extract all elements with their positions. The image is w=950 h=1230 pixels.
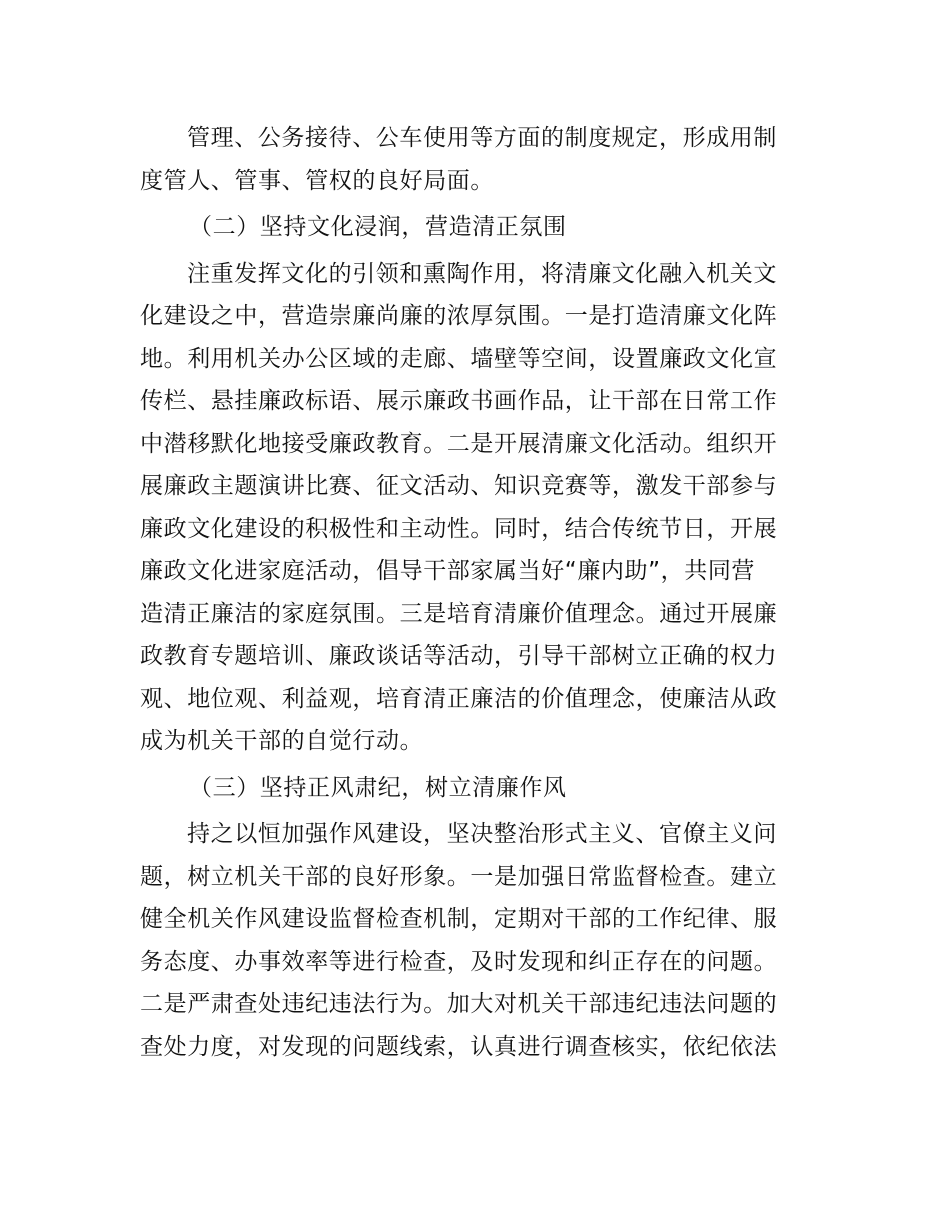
paragraph-line: 务态度、办事效率等进行检查，及时发现和纠正存在的问题。 <box>140 948 778 975</box>
paragraph-line: 廉政文化进家庭活动，倡导干部家属当好“廉内助”，共同营 <box>140 558 756 584</box>
paragraph-line: 造清正廉洁的家庭氛围。三是培育清廉价值理念。通过开展廉 <box>140 600 778 627</box>
paragraph-line: 化建设之中，营造崇廉尚廉的浓厚氛围。一是打造清廉文化阵 <box>140 303 778 329</box>
paragraph-line: 题，树立机关干部的良好形象。一是加强日常监督检查。建立 <box>140 863 778 890</box>
section-heading: （三）坚持正风肃纪，树立清廉作风 <box>189 774 567 801</box>
paragraph-line: 传栏、悬挂廉政标语、展示廉政书画作品，让干部在日常工作 <box>140 388 778 414</box>
paragraph-line: 注重发挥文化的引领和熏陶作用，将清廉文化融入机关文 <box>187 260 777 287</box>
paragraph-line: 度管人、管事、管权的良好局面。 <box>140 167 494 194</box>
paragraph-line: 中潜移默化地接受廉政教育。二是开展清廉文化活动。组织开 <box>140 430 778 457</box>
paragraph-line: 查处力度，对发现的问题线索，认真进行调查核实，依纪依法 <box>140 1033 778 1060</box>
paragraph-line: 观、地位观、利益观，培育清正廉洁的价值理念，使廉洁从政 <box>140 685 778 712</box>
paragraph-line: 廉政文化建设的积极性和主动性。同时，结合传统节日，开展 <box>140 515 778 542</box>
paragraph-line: 地。利用机关办公区域的走廊、墙壁等空间，设置廉政文化宣 <box>140 345 778 372</box>
paragraph-line: 持之以恒加强作风建设，坚决整治形式主义、官僚主义问 <box>187 821 777 847</box>
paragraph-line: 成为机关干部的自觉行动。 <box>140 728 424 754</box>
paragraph-line: 政教育专题培训、廉政谈话等活动，引导干部树立正确的权力 <box>140 643 778 669</box>
section-heading: （二）坚持文化浸润，营造清正氛围 <box>189 214 567 240</box>
paragraph-line: 管理、公务接待、公车使用等方面的制度规定，形成用制 <box>187 125 777 151</box>
paragraph-line: 二是严肃查处违纪违法行为。加大对机关干部违纪违法问题的 <box>140 991 778 1017</box>
document-page <box>140 117 812 1068</box>
paragraph-line: 健全机关作风建设监督检查机制，定期对干部的工作纪律、服 <box>140 906 778 932</box>
paragraph-line: 展廉政主题演讲比赛、征文活动、知识竞赛等，激发干部参与 <box>140 473 778 499</box>
